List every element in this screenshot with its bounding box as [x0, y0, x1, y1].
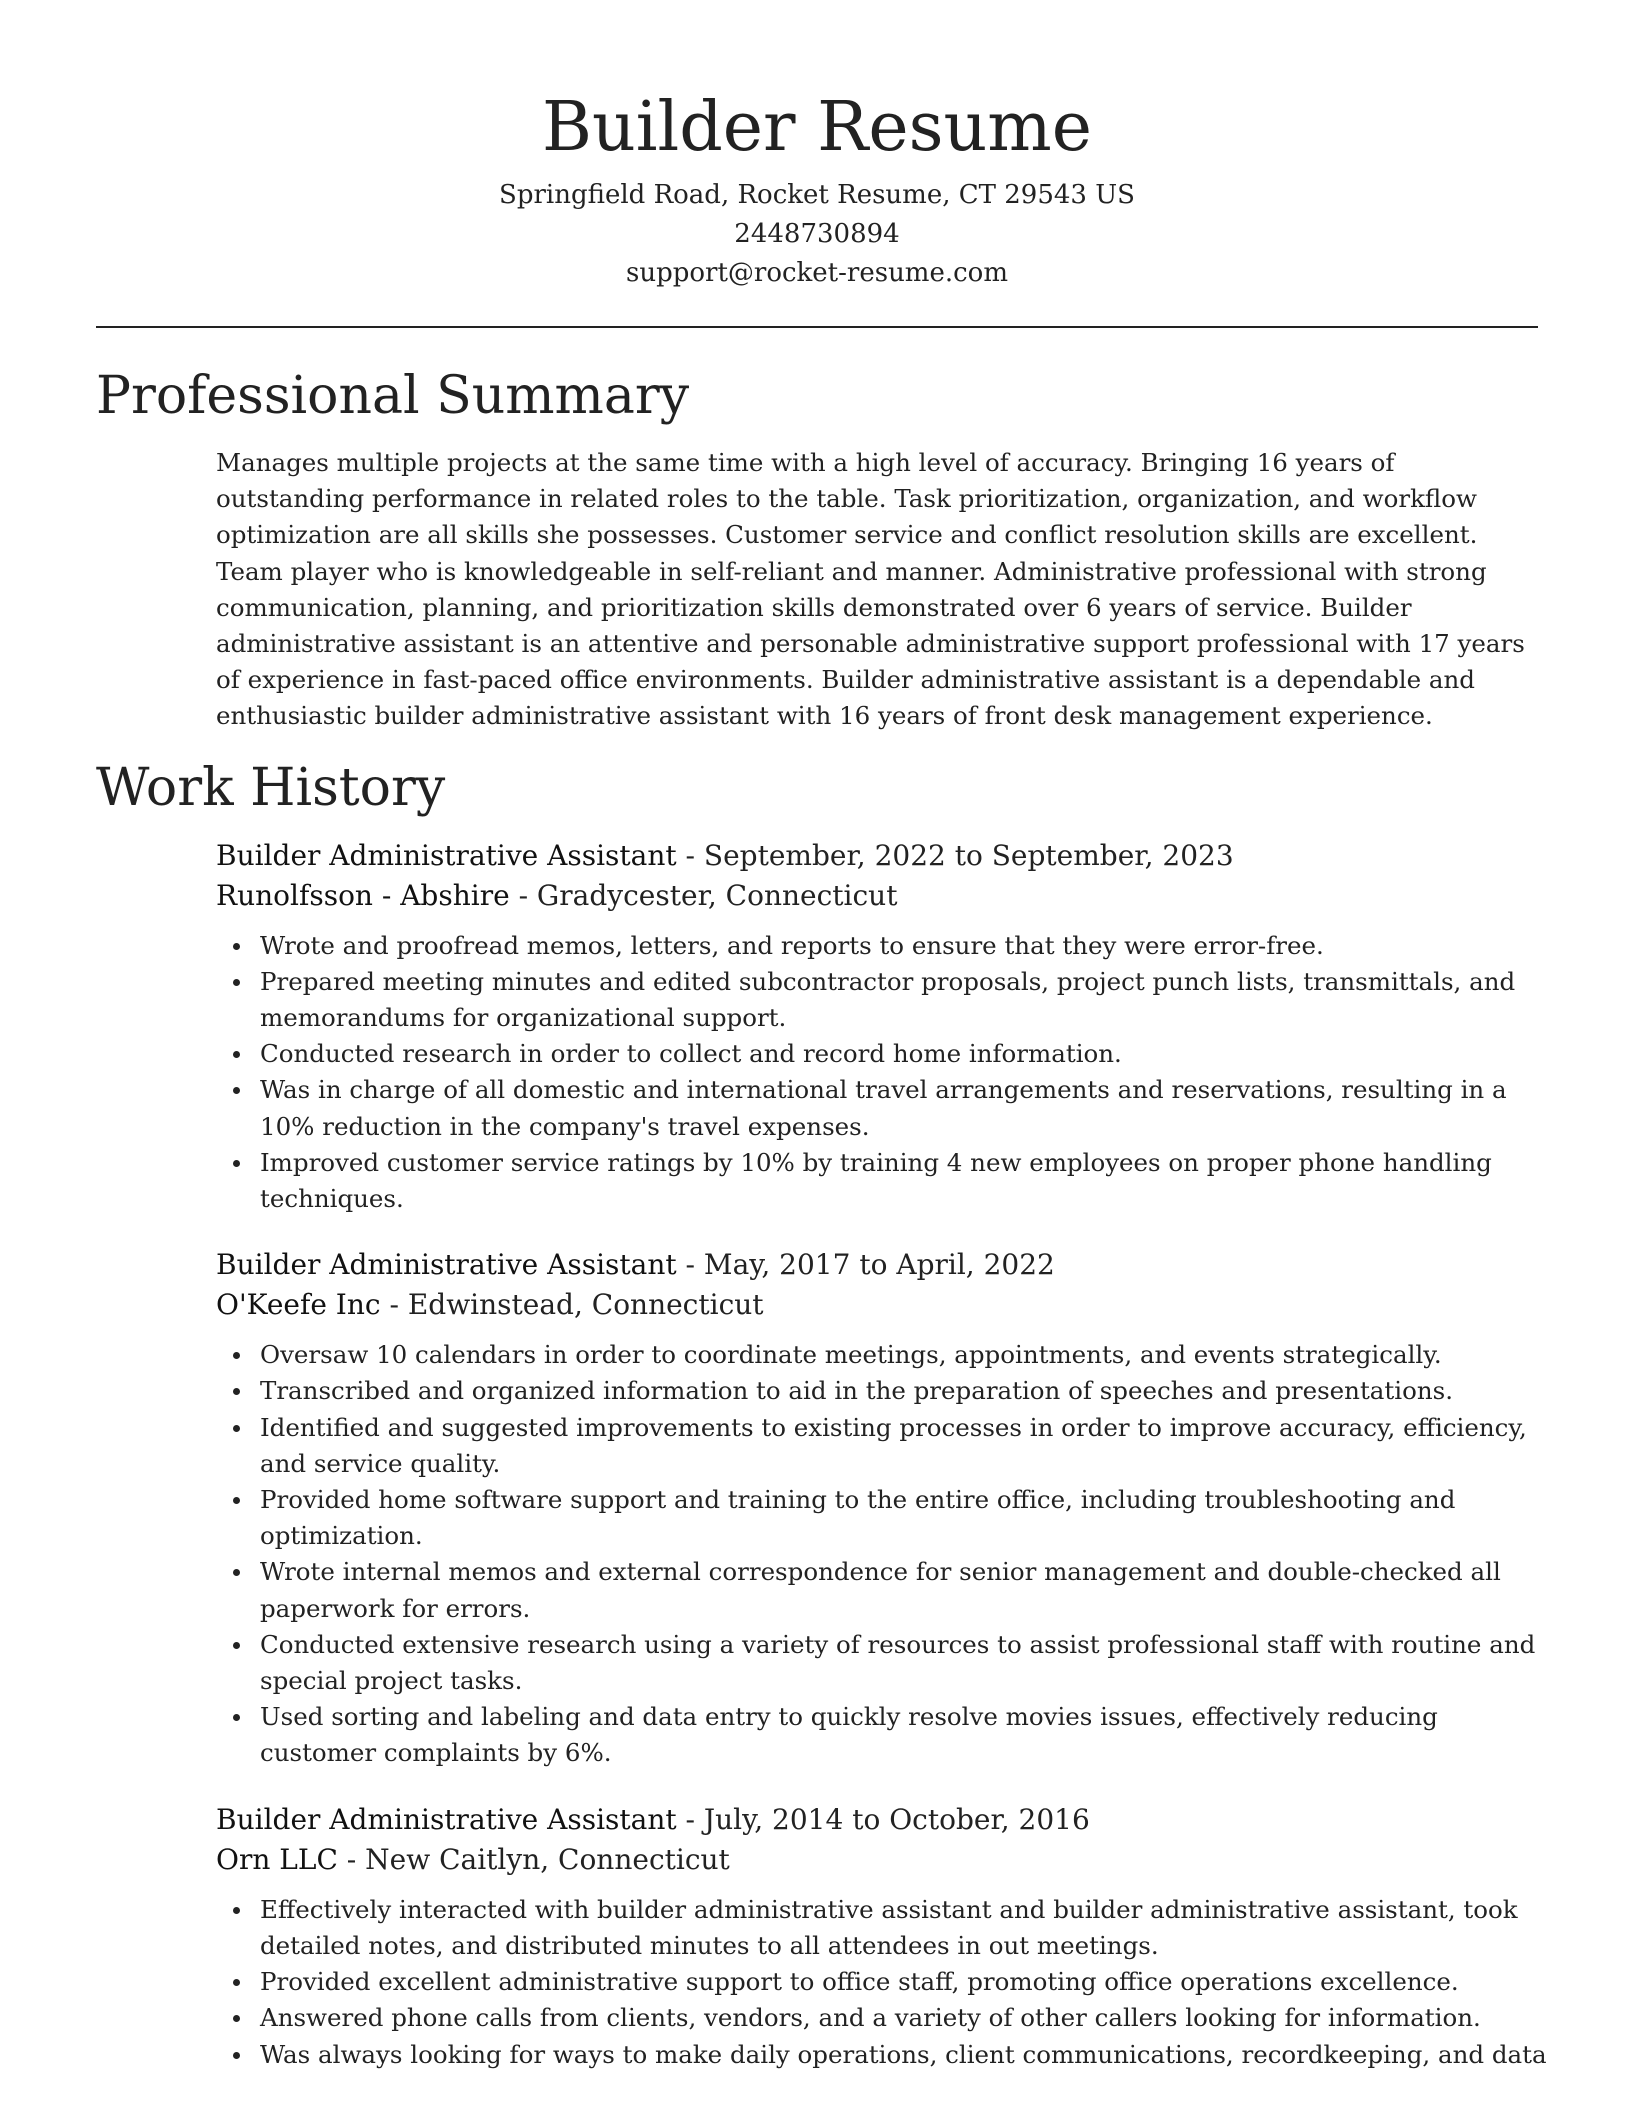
job-bullet: Provided home software support and training to the entire office, including troubleshooting and optimization.	[260, 1482, 1550, 1554]
job-role: Builder Administrative Assistant	[216, 1802, 677, 1836]
contact-phone: 2448730894	[734, 219, 900, 249]
job-company: Orn LLC	[216, 1842, 338, 1876]
job-bullet: Was always looking for ways to make daily operations, client communications, recordkeeping, and data	[260, 2037, 1550, 2073]
job-title-line	[216, 836, 1538, 876]
job-bullets	[216, 1337, 1538, 1771]
job-company-line	[216, 876, 1538, 916]
job-bullet: Wrote and proofread memos, letters, and reports to ensure that they were error-free.	[260, 928, 1550, 964]
job-bullet: Wrote internal memos and external correspondence for senior management and double-checked all paperwork for errors.	[260, 1554, 1550, 1626]
job-company-line	[216, 1285, 1538, 1325]
job-entry	[216, 836, 1538, 1218]
job-bullet: Provided excellent administrative support to office staff, promoting office operations excellence.	[260, 1964, 1550, 2000]
job-title-line	[216, 1245, 1538, 1285]
work-history-heading: Work History	[96, 757, 446, 818]
job-role: Builder Administrative Assistant	[216, 1248, 677, 1282]
job-bullet: Effectively interacted with builder administrative assistant and builder administrative assistant, took detailed notes, and distributed minutes to all attendees in out meetings.	[260, 1892, 1550, 1964]
job-bullet: Transcribed and organized information to aid in the preparation of speeches and presentations.	[260, 1373, 1550, 1409]
job-company: Runolfsson - Abshire	[216, 878, 510, 912]
job-company-line	[216, 1840, 1538, 1880]
job-role: Builder Administrative Assistant	[216, 838, 677, 872]
resume-page	[96, 0, 1547, 2073]
job-bullet: Used sorting and labeling and data entry to quickly resolve movies issues, effectively reducing customer complaints by 6%.	[260, 1699, 1550, 1771]
summary-heading: Professional Summary	[96, 366, 690, 426]
job-bullet: Identified and suggested improvements to existing processes in order to improve accuracy, efficiency, and service quality.	[260, 1410, 1550, 1482]
resume-name: Builder Resume	[541, 88, 1092, 167]
job-entry	[216, 1800, 1547, 2073]
header-divider	[96, 326, 1538, 328]
job-bullet: Conducted research in order to collect and record home information.	[260, 1036, 1550, 1072]
job-location: - New Caitlyn, Connecticut	[337, 1842, 730, 1876]
job-bullet: Answered phone calls from clients, vendors, and a variety of other callers looking for information.	[260, 2000, 1550, 2036]
job-bullet: Was in charge of all domestic and international travel arrangements and reservations, resulting in a 10% reduction in the company's travel expenses.	[260, 1072, 1550, 1144]
job-location: - Edwinstead, Connecticut	[380, 1288, 764, 1322]
job-bullet: Prepared meeting minutes and edited subcontractor proposals, project punch lists, transmittals, and memorandums for organizational support.	[260, 964, 1550, 1036]
job-bullet: Improved customer service ratings by 10% by training 4 new employees on proper phone handling techniques.	[260, 1145, 1550, 1217]
contact-info	[96, 176, 1538, 293]
contact-address: Springfield Road, Rocket Resume, CT 29543 US	[499, 180, 1135, 210]
job-bullet: Conducted extensive research using a variety of resources to assist professional staff with routine and special project tasks.	[260, 1627, 1550, 1699]
job-location: - Gradycester, Connecticut	[509, 878, 898, 912]
contact-email: support@rocket-resume.com	[625, 258, 1008, 288]
job-bullets	[216, 928, 1538, 1218]
job-dates: - May, 2017 to April, 2022	[676, 1248, 1055, 1282]
job-dates: - September, 2022 to September, 2023	[676, 838, 1234, 872]
job-bullet: Oversaw 10 calendars in order to coordinate meetings, appointments, and events strategically.	[260, 1337, 1550, 1373]
job-dates: - July, 2014 to October, 2016	[676, 1802, 1090, 1836]
resume-header	[96, 0, 1538, 293]
job-company: O'Keefe Inc	[216, 1288, 381, 1322]
job-title-line	[216, 1800, 1538, 1840]
summary-text: Manages multiple projects at the same time with a high level of accuracy. Bringing 16 years of outstanding performance in related roles to the table. Task prioritization, organization, and workflow optimization are all skills she possesses. Customer service and conflict resolution skills are excellent. Team player who is knowledgeable in self-reliant and manner. Administrative professional with strong communication, planning, and prioritization skills demonstrated over 6 years of service. Builder administrative assistant is an attentive and personable administrative support professional with 17 years of experience in fast-paced office environments. Builder administrative assistant is a dependable and enthusiastic builder administrative assistant with 16 years of front desk management experience.	[216, 448, 1525, 731]
job-bullets	[216, 1892, 1547, 2073]
job-entry	[216, 1245, 1538, 1771]
